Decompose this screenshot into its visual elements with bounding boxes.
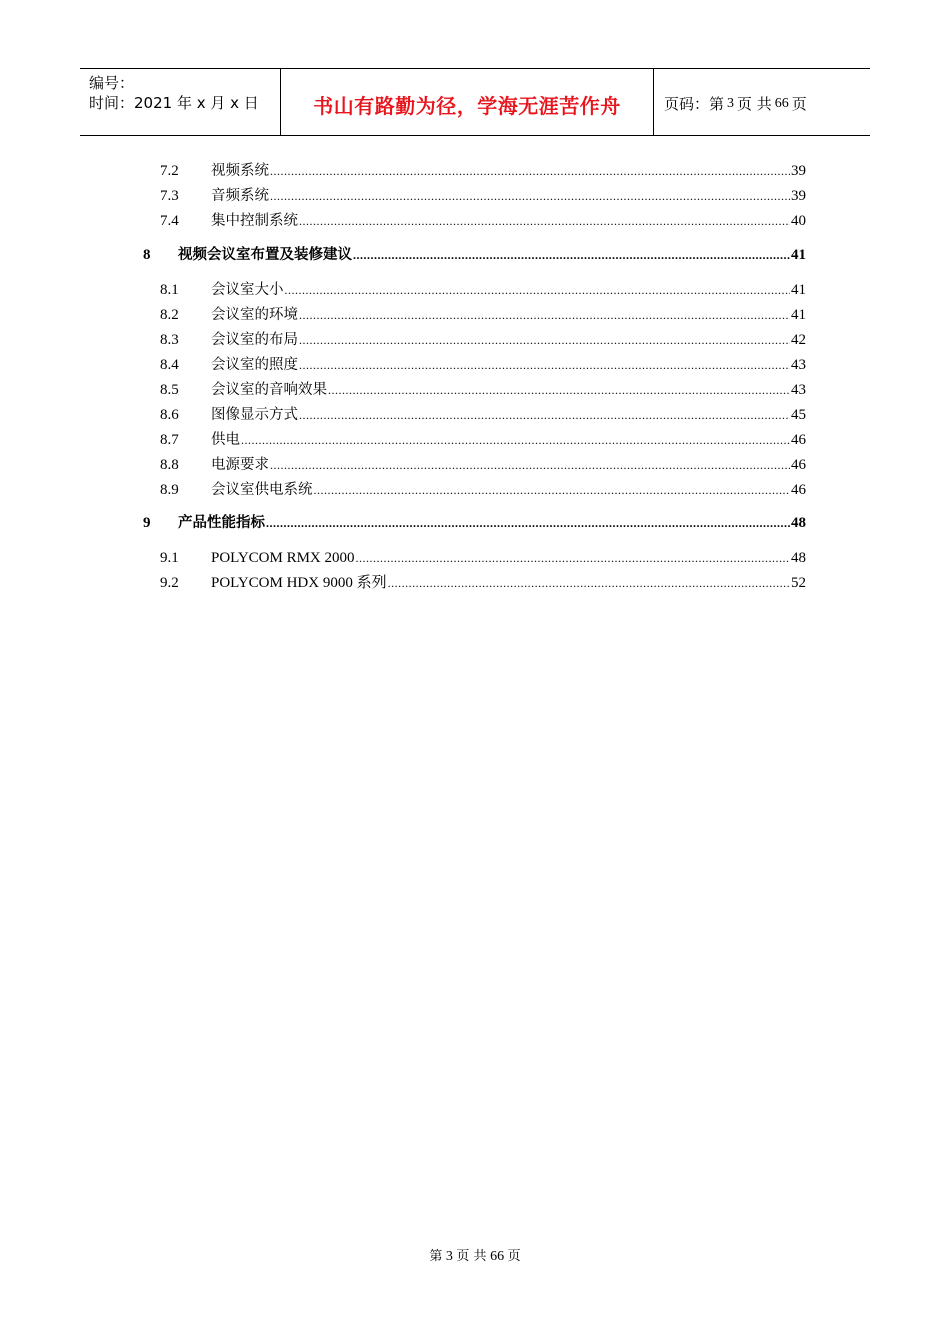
toc-number: 8.8 — [160, 457, 179, 473]
toc-leader — [299, 304, 790, 326]
toc-page: 46 — [791, 457, 806, 473]
toc-leader — [241, 429, 790, 451]
toc-number: 8.7 — [160, 432, 179, 448]
toc-page: 39 — [791, 163, 806, 179]
toc-entry[interactable] — [160, 404, 806, 426]
toc-number: 8 — [143, 247, 151, 263]
page-total: 66 — [774, 95, 789, 111]
toc-title: 视频系统 — [211, 163, 269, 179]
toc-title: 电源要求 — [211, 457, 269, 473]
toc-leader — [266, 512, 790, 534]
page-suffix: 页 — [791, 95, 807, 113]
toc-entry[interactable] — [160, 429, 806, 451]
toc-leader — [299, 210, 790, 232]
code-label: 编号： — [89, 74, 135, 92]
toc-number: 9 — [143, 515, 151, 531]
toc-leader — [388, 572, 790, 594]
toc-leader — [356, 547, 790, 569]
footer-total: 66 — [490, 1249, 505, 1264]
toc-number: 8.9 — [160, 482, 179, 498]
motto-text: 书山有路勤为径，学海无涯苦作舟 — [313, 93, 621, 118]
toc-page: 46 — [791, 432, 806, 448]
toc-title: 会议室大小 — [211, 282, 284, 298]
page-mid: 页 共 — [737, 95, 772, 113]
toc-leader — [270, 454, 790, 476]
toc-entry[interactable] — [160, 329, 806, 351]
toc-entry[interactable] — [160, 160, 806, 182]
toc-title: 会议室的照度 — [211, 357, 298, 373]
toc-leader — [299, 329, 790, 351]
toc-entry[interactable] — [160, 354, 806, 376]
toc-title: 视频会议室布置及装修建议 — [178, 247, 352, 263]
toc-title: 会议室供电系统 — [211, 482, 313, 498]
toc-leader — [328, 379, 790, 401]
toc-entry[interactable] — [160, 572, 806, 594]
toc-title: 音频系统 — [211, 188, 269, 204]
page-footer — [0, 1245, 950, 1265]
toc-entry[interactable] — [160, 279, 806, 301]
toc-page: 41 — [791, 282, 806, 298]
toc-entry[interactable] — [160, 454, 806, 476]
toc-title: POLYCOM RMX 2000 — [211, 550, 355, 566]
toc-number: 8.6 — [160, 407, 179, 423]
toc-number: 9.1 — [160, 550, 179, 566]
toc-page: 48 — [791, 515, 806, 531]
toc-page: 41 — [791, 247, 806, 263]
toc-title: POLYCOM HDX 9000 系列 — [211, 575, 387, 591]
toc-page: 41 — [791, 307, 806, 323]
toc-title: 图像显示方式 — [211, 407, 298, 423]
toc-page: 42 — [791, 332, 806, 348]
toc-page: 48 — [791, 550, 806, 566]
toc-number: 7.4 — [160, 213, 179, 229]
footer-current: 3 — [445, 1249, 453, 1264]
toc-leader — [353, 244, 790, 266]
header-page-info — [654, 69, 870, 135]
toc-page: 52 — [791, 575, 806, 591]
toc-number: 7.2 — [160, 163, 179, 179]
toc-title: 会议室的音响效果 — [211, 382, 327, 398]
toc-chapter[interactable] — [143, 244, 806, 266]
toc-page: 46 — [791, 482, 806, 498]
toc-title: 产品性能指标 — [178, 515, 265, 531]
footer-prefix: 第 — [429, 1249, 443, 1264]
toc-leader — [270, 160, 790, 182]
toc-leader — [299, 354, 790, 376]
toc-leader — [270, 185, 790, 207]
toc-entry[interactable] — [160, 479, 806, 501]
toc-title: 集中控制系统 — [211, 213, 298, 229]
toc-number: 8.4 — [160, 357, 179, 373]
header-meta — [80, 69, 281, 135]
toc-title: 会议室的布局 — [211, 332, 298, 348]
toc-number: 8.2 — [160, 307, 179, 323]
toc-entry[interactable] — [160, 185, 806, 207]
toc-chapter[interactable] — [143, 512, 806, 534]
footer-mid: 页 共 — [456, 1249, 487, 1264]
time-label: 时间：2021 年 x 月 x 日 — [89, 94, 259, 112]
page-prefix: 页码：第 — [664, 95, 725, 113]
toc-number: 8.1 — [160, 282, 179, 298]
page-current: 3 — [727, 95, 735, 111]
toc-entry[interactable] — [160, 304, 806, 326]
toc-title: 会议室的环境 — [211, 307, 298, 323]
toc-leader — [314, 479, 791, 501]
toc-number: 7.3 — [160, 188, 179, 204]
footer-suffix: 页 — [507, 1249, 521, 1264]
toc-leader — [299, 404, 790, 426]
toc-entry[interactable] — [160, 379, 806, 401]
toc-number: 8.3 — [160, 332, 179, 348]
toc-page: 43 — [791, 357, 806, 373]
toc-leader — [285, 279, 791, 301]
toc-entry[interactable] — [160, 547, 806, 569]
toc-title: 供电 — [211, 432, 240, 448]
toc-page: 40 — [791, 213, 806, 229]
toc-number: 8.5 — [160, 382, 179, 398]
toc-entry[interactable] — [160, 210, 806, 232]
page-header — [80, 68, 870, 136]
toc-page: 39 — [791, 188, 806, 204]
toc-page: 43 — [791, 382, 806, 398]
header-motto — [281, 69, 654, 135]
toc-page: 45 — [791, 407, 806, 423]
toc-number: 9.2 — [160, 575, 179, 591]
